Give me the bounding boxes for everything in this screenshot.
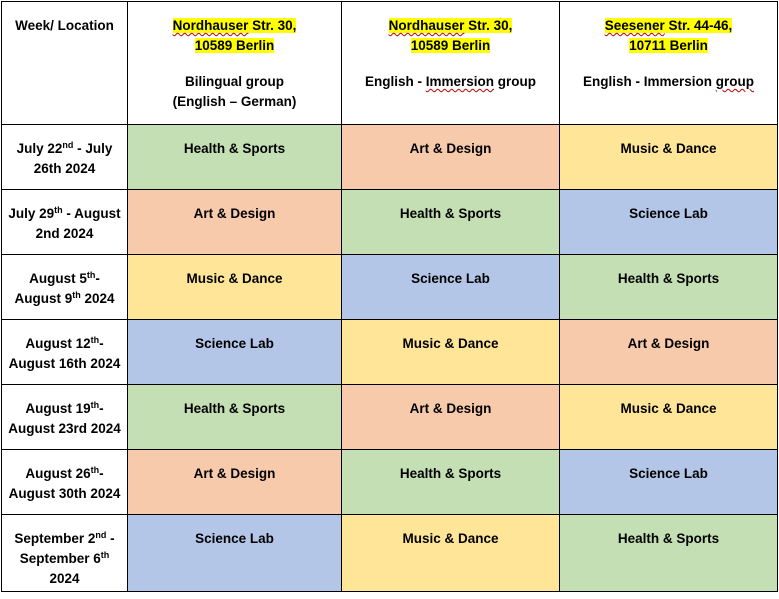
- activity-cell: [128, 255, 342, 320]
- activity-label: Music & Dance: [620, 141, 717, 156]
- location-2-street-name: Nordhauser: [388, 18, 465, 33]
- week-separator: -: [99, 401, 104, 416]
- activity-cell: [128, 125, 342, 190]
- week-start: July 29: [8, 206, 55, 221]
- activity-cell: [560, 320, 778, 385]
- activity-label: Music & Dance: [402, 531, 499, 546]
- activity-cell: [128, 450, 342, 515]
- location-2-group-post: group: [494, 74, 537, 89]
- location-header-2: [342, 2, 560, 125]
- activity-cell: [342, 255, 560, 320]
- activity-label: Art & Design: [627, 336, 710, 351]
- activity-cell: [342, 385, 560, 450]
- schedule-table: [1, 1, 778, 592]
- week-cell: [2, 515, 128, 592]
- week-start-suffix: th: [90, 465, 100, 475]
- activity-label: Music & Dance: [402, 336, 499, 351]
- week-start-suffix: th: [90, 400, 100, 410]
- location-1-street: [173, 18, 297, 33]
- activity-label: Music & Dance: [620, 401, 717, 416]
- activity-cell: [128, 385, 342, 450]
- week-cell: [2, 320, 128, 385]
- week-row: [2, 255, 778, 320]
- activity-label: Art & Design: [409, 401, 492, 416]
- week-separator: -: [106, 531, 115, 546]
- location-1-street-name: Nordhauser: [172, 18, 249, 33]
- week-row: [2, 385, 778, 450]
- week-start: August 12: [25, 336, 91, 351]
- location-2-group-pre: English -: [364, 74, 426, 89]
- activity-cell: [342, 515, 560, 592]
- location-3-street-rest: Str. 44-46,: [664, 18, 733, 33]
- week-start-suffix: nd: [62, 140, 74, 150]
- week-location-label: Week/ Location: [15, 18, 114, 33]
- week-end: August 23rd 2024: [8, 421, 121, 436]
- activity-cell: [560, 255, 778, 320]
- location-2-group-word: Immersion: [425, 74, 495, 89]
- week-end: August 16th 2024: [8, 356, 121, 371]
- week-end-suffix: th: [72, 290, 81, 300]
- activity-label: Art & Design: [193, 206, 276, 221]
- activity-cell: [342, 320, 560, 385]
- week-end: 26th 2024: [33, 161, 96, 176]
- location-3-group-word: group: [715, 74, 755, 89]
- activity-label: Health & Sports: [617, 271, 720, 286]
- activity-label: Science Lab: [195, 531, 274, 546]
- activity-cell: [342, 190, 560, 255]
- location-3-street-name: Seesener: [604, 18, 665, 33]
- activity-label: Health & Sports: [617, 531, 720, 546]
- location-header-3: [560, 2, 778, 125]
- activity-cell: [560, 125, 778, 190]
- week-separator: - July: [73, 141, 113, 156]
- location-1-group-line2: (English – German): [172, 94, 297, 109]
- header-row: [2, 2, 778, 125]
- location-3-street: [605, 18, 733, 33]
- activity-label: Science Lab: [629, 466, 708, 481]
- week-separator: -: [99, 466, 104, 481]
- location-2-street: [389, 18, 513, 33]
- week-start-suffix: th: [54, 205, 63, 215]
- activity-label: Health & Sports: [183, 141, 286, 156]
- activity-cell: [560, 450, 778, 515]
- week-cell: [2, 190, 128, 255]
- week-row: [2, 190, 778, 255]
- week-start-suffix: nd: [95, 530, 107, 540]
- week-row: [2, 515, 778, 592]
- week-start: September 2: [14, 531, 96, 546]
- week-separator: - August: [62, 206, 121, 221]
- activity-cell: [128, 515, 342, 592]
- activity-label: Health & Sports: [399, 206, 502, 221]
- activity-label: Health & Sports: [399, 466, 502, 481]
- activity-cell: [128, 190, 342, 255]
- location-1-street-rest: Str. 30,: [248, 18, 297, 33]
- week-end-post: 2024: [80, 291, 115, 306]
- activity-cell: [342, 450, 560, 515]
- week-end: September 6: [19, 551, 101, 566]
- location-2-city: 10589 Berlin: [410, 38, 491, 53]
- activity-cell: [560, 385, 778, 450]
- activity-label: Science Lab: [411, 271, 490, 286]
- location-1-group-line1: Bilingual group: [185, 74, 284, 89]
- activity-cell: [560, 515, 778, 592]
- week-row: [2, 125, 778, 190]
- week-end: 2nd 2024: [35, 226, 94, 241]
- week-end-suffix: th: [100, 550, 110, 560]
- week-end-year: 2024: [49, 571, 80, 586]
- week-start-suffix: th: [86, 270, 96, 280]
- week-start: August 19: [25, 401, 91, 416]
- activity-label: Art & Design: [409, 141, 492, 156]
- activity-cell: [342, 125, 560, 190]
- location-header-1: [128, 2, 342, 125]
- activity-cell: [560, 190, 778, 255]
- activity-label: Health & Sports: [183, 401, 286, 416]
- week-start: July 22: [16, 141, 63, 156]
- activity-label: Art & Design: [193, 466, 276, 481]
- week-separator: -: [95, 271, 100, 286]
- week-cell: [2, 450, 128, 515]
- week-end: August 30th 2024: [8, 486, 121, 501]
- week-separator: -: [99, 336, 104, 351]
- week-start: August 26: [25, 466, 91, 481]
- week-cell: [2, 125, 128, 190]
- activity-label: Music & Dance: [186, 271, 283, 286]
- activity-label: Science Lab: [195, 336, 274, 351]
- week-cell: [2, 385, 128, 450]
- activity-label: Science Lab: [629, 206, 708, 221]
- week-start-suffix: th: [90, 335, 100, 345]
- location-3-group-pre: English - Immersion: [582, 74, 716, 89]
- activity-cell: [128, 320, 342, 385]
- week-cell: [2, 255, 128, 320]
- week-row: [2, 320, 778, 385]
- week-start: August 5: [29, 271, 87, 286]
- week-location-header: [2, 2, 128, 125]
- week-end: August 9: [14, 291, 73, 306]
- week-row: [2, 450, 778, 515]
- location-3-city: 10711 Berlin: [629, 38, 708, 53]
- location-1-city: 10589 Berlin: [194, 38, 275, 53]
- location-2-street-rest: Str. 30,: [464, 18, 513, 33]
